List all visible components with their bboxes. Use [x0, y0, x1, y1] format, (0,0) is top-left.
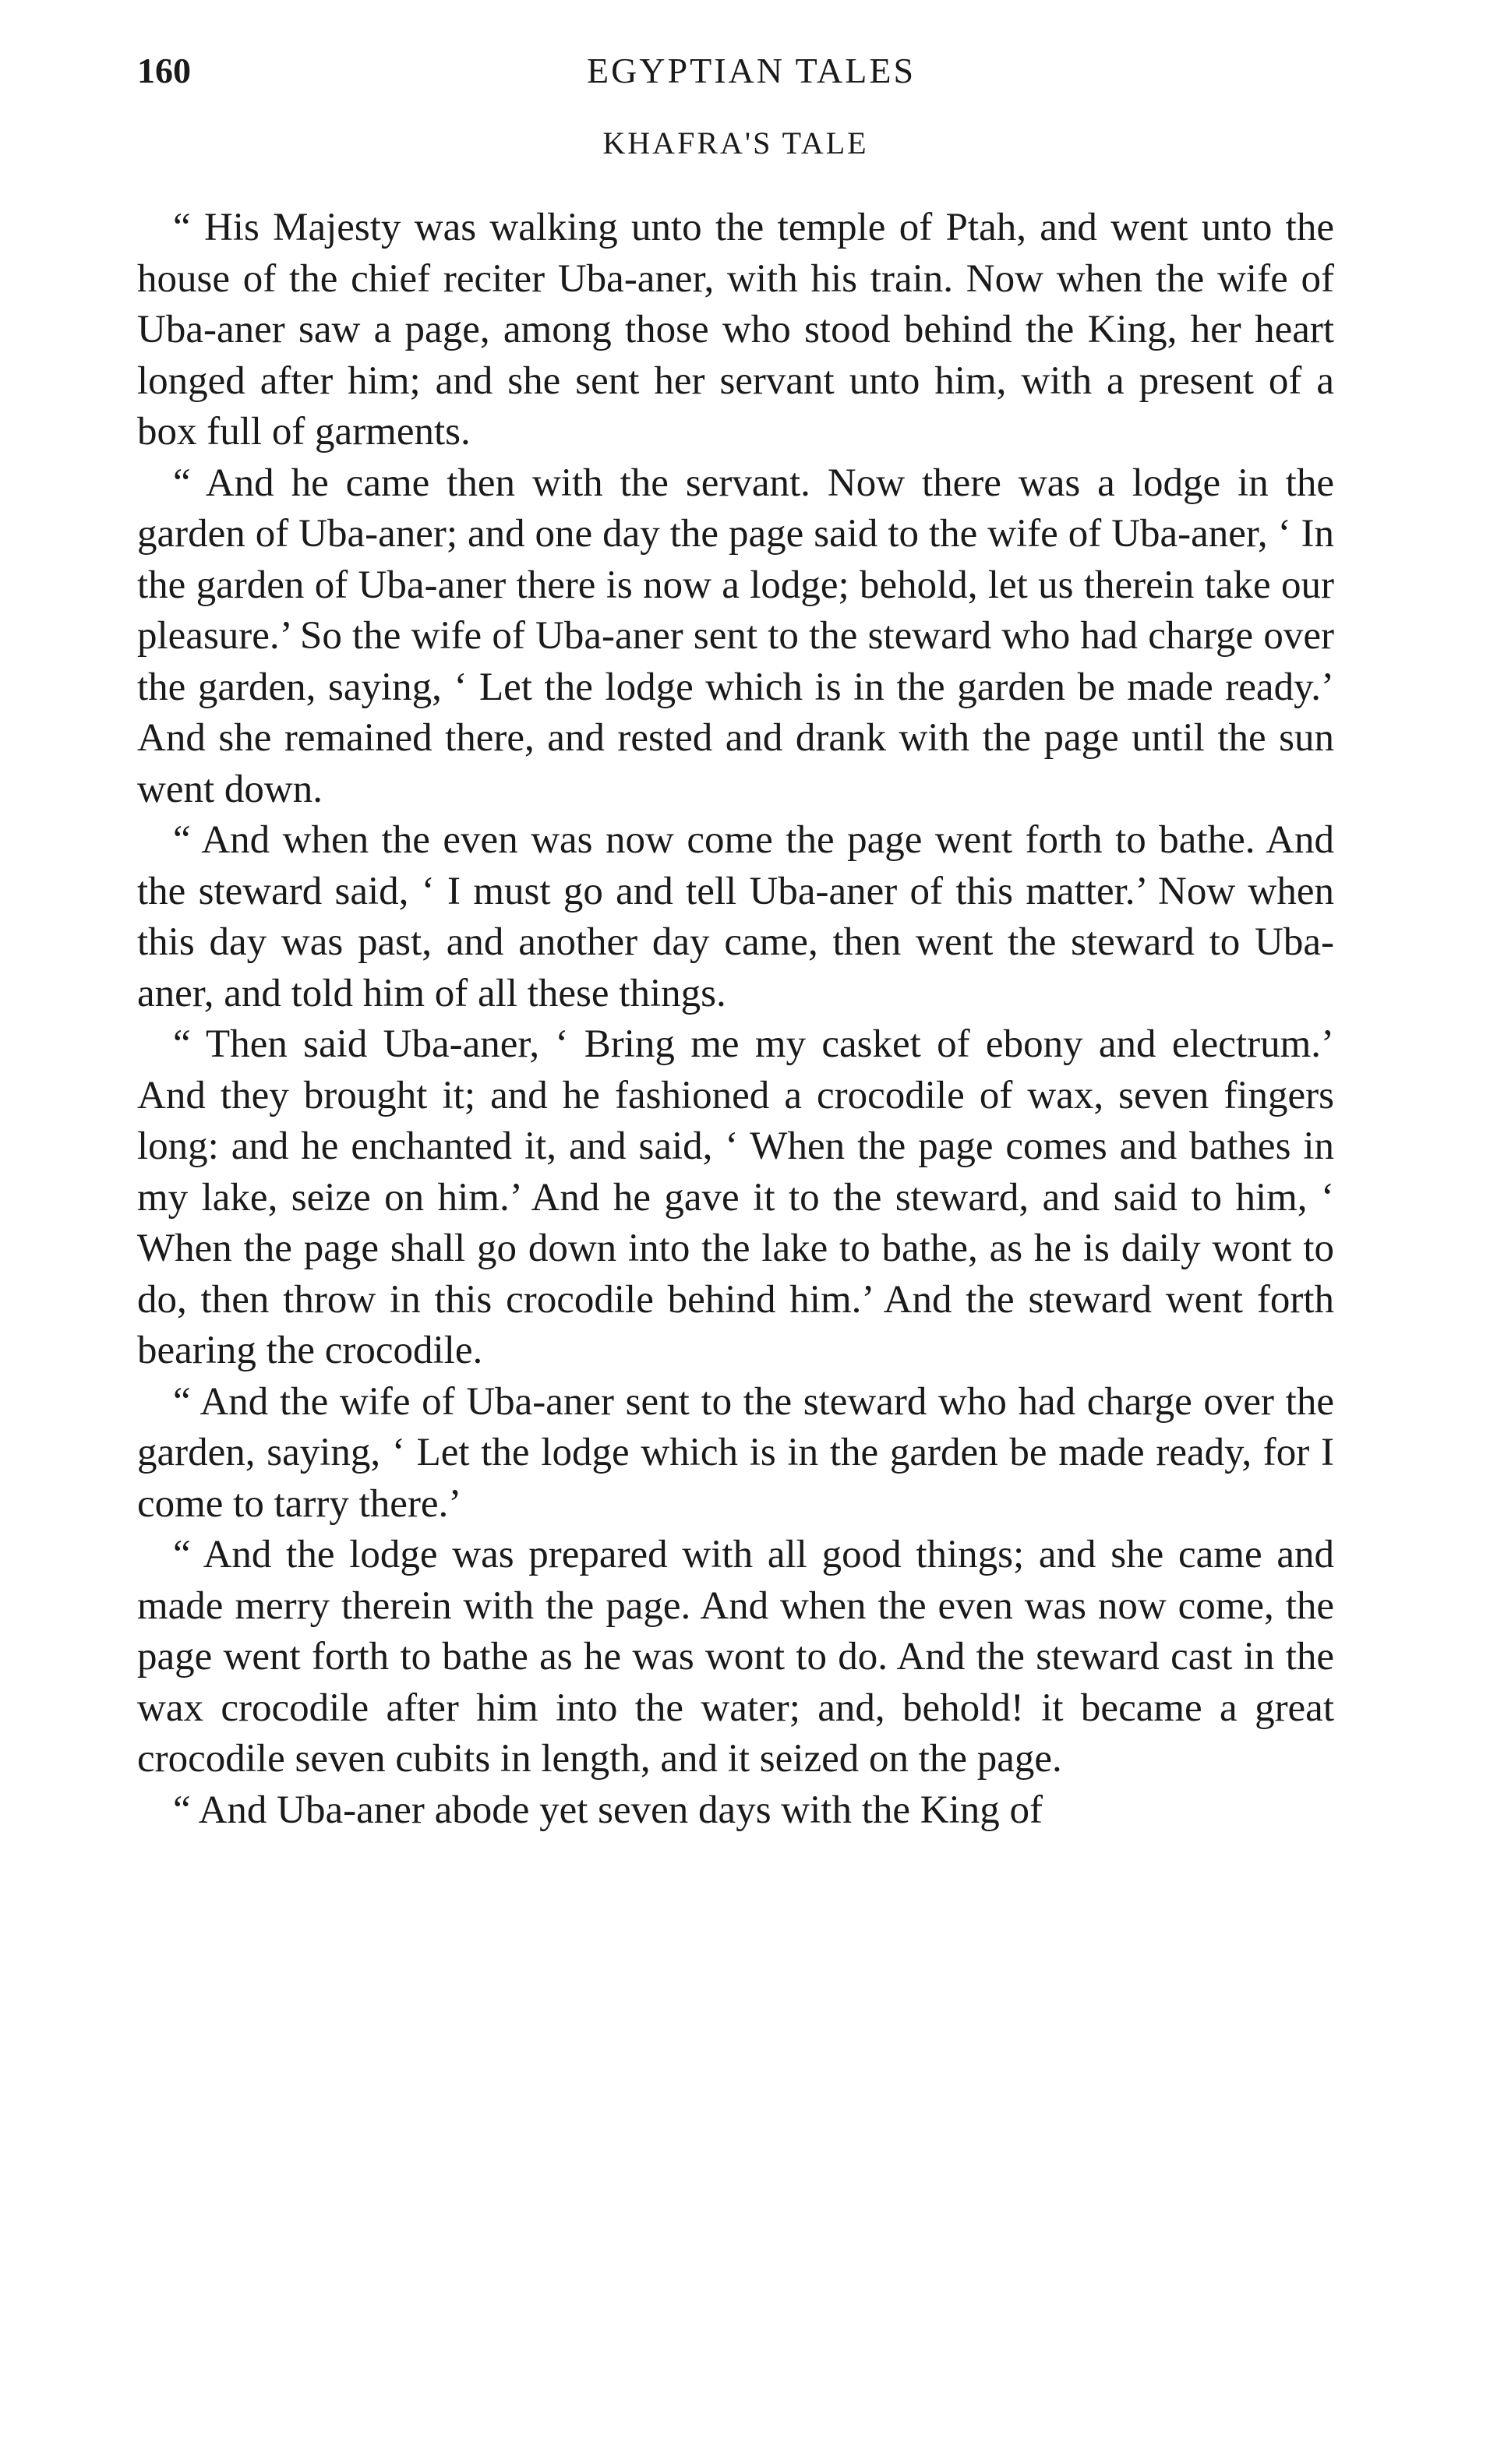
running-head [137, 39, 1334, 101]
section-title: KHAFRA'S TALE [602, 125, 869, 161]
body-text [137, 203, 1334, 1836]
paragraph: “ And when the even was now come the page went forth to bathe. And the steward said, ‘ I must go and tell Uba-aner of this matter.’ Now when this day was past, and another day came, then went the steward to Uba-aner, and told him of all these things. [137, 818, 1334, 1015]
paragraph: “ And he came then with the servant. Now there was a lodge in the garden of Uba-aner; and one day the page said to the wife of Uba-aner, ‘ In the garden of Uba-aner there is now a lodge; behold, let us therein take our pleasure.’ So the wife of Uba-aner sent to the steward who had charge over the garden, saying, ‘ Let the lodge which is in the garden be made ready.’ And she remained there, and rested and drank with the page until the sun went down. [137, 461, 1334, 811]
running-title: EGYPTIAN TALES [586, 51, 916, 90]
paragraph: “ His Majesty was walking unto the temple of Ptah, and went unto the house of the chief reciter Uba-aner, with his train. Now when the wife of Uba-aner saw a page, among those who stood behind the King, her heart longed after him; and she sent her servant unto him, with a present of a box full of garments. [137, 206, 1334, 454]
paragraph: “ And the wife of Uba-aner sent to the steward who had charge over the garden, saying, ‘ Let the lodge which is in the garden be made ready, for I come to tarry there.’ [137, 1379, 1334, 1526]
paragraph: “ Then said Uba-aner, ‘ Bring me my casket of ebony and electrum.’ And they brought it; and he fashioned a crocodile of wax, seven fingers long: and he enchanted it, and said, ‘ When the page comes and bathes in my lake, seize on him.’ And he gave it to the steward, and said to him, ‘ When the page shall go down into the lake to bathe, as he is daily wont to do, then throw in this crocodile behind him.’ And the steward went forth bearing the crocodile. [137, 1022, 1334, 1372]
paragraph: “ And Uba-aner abode yet seven days with the King of [173, 1788, 1043, 1832]
book-page [137, 39, 1334, 1836]
paragraph: “ And the lodge was prepared with all good things; and she came and made merry therein with the page. And when the even was now come, the page went forth to bathe as he was wont to do. And the steward cast in the wax crocodile after him into the water; and, behold! it became a great crocodile seven cubits in length, and it seized on the page. [137, 1533, 1334, 1781]
page-number: 160 [137, 51, 191, 90]
